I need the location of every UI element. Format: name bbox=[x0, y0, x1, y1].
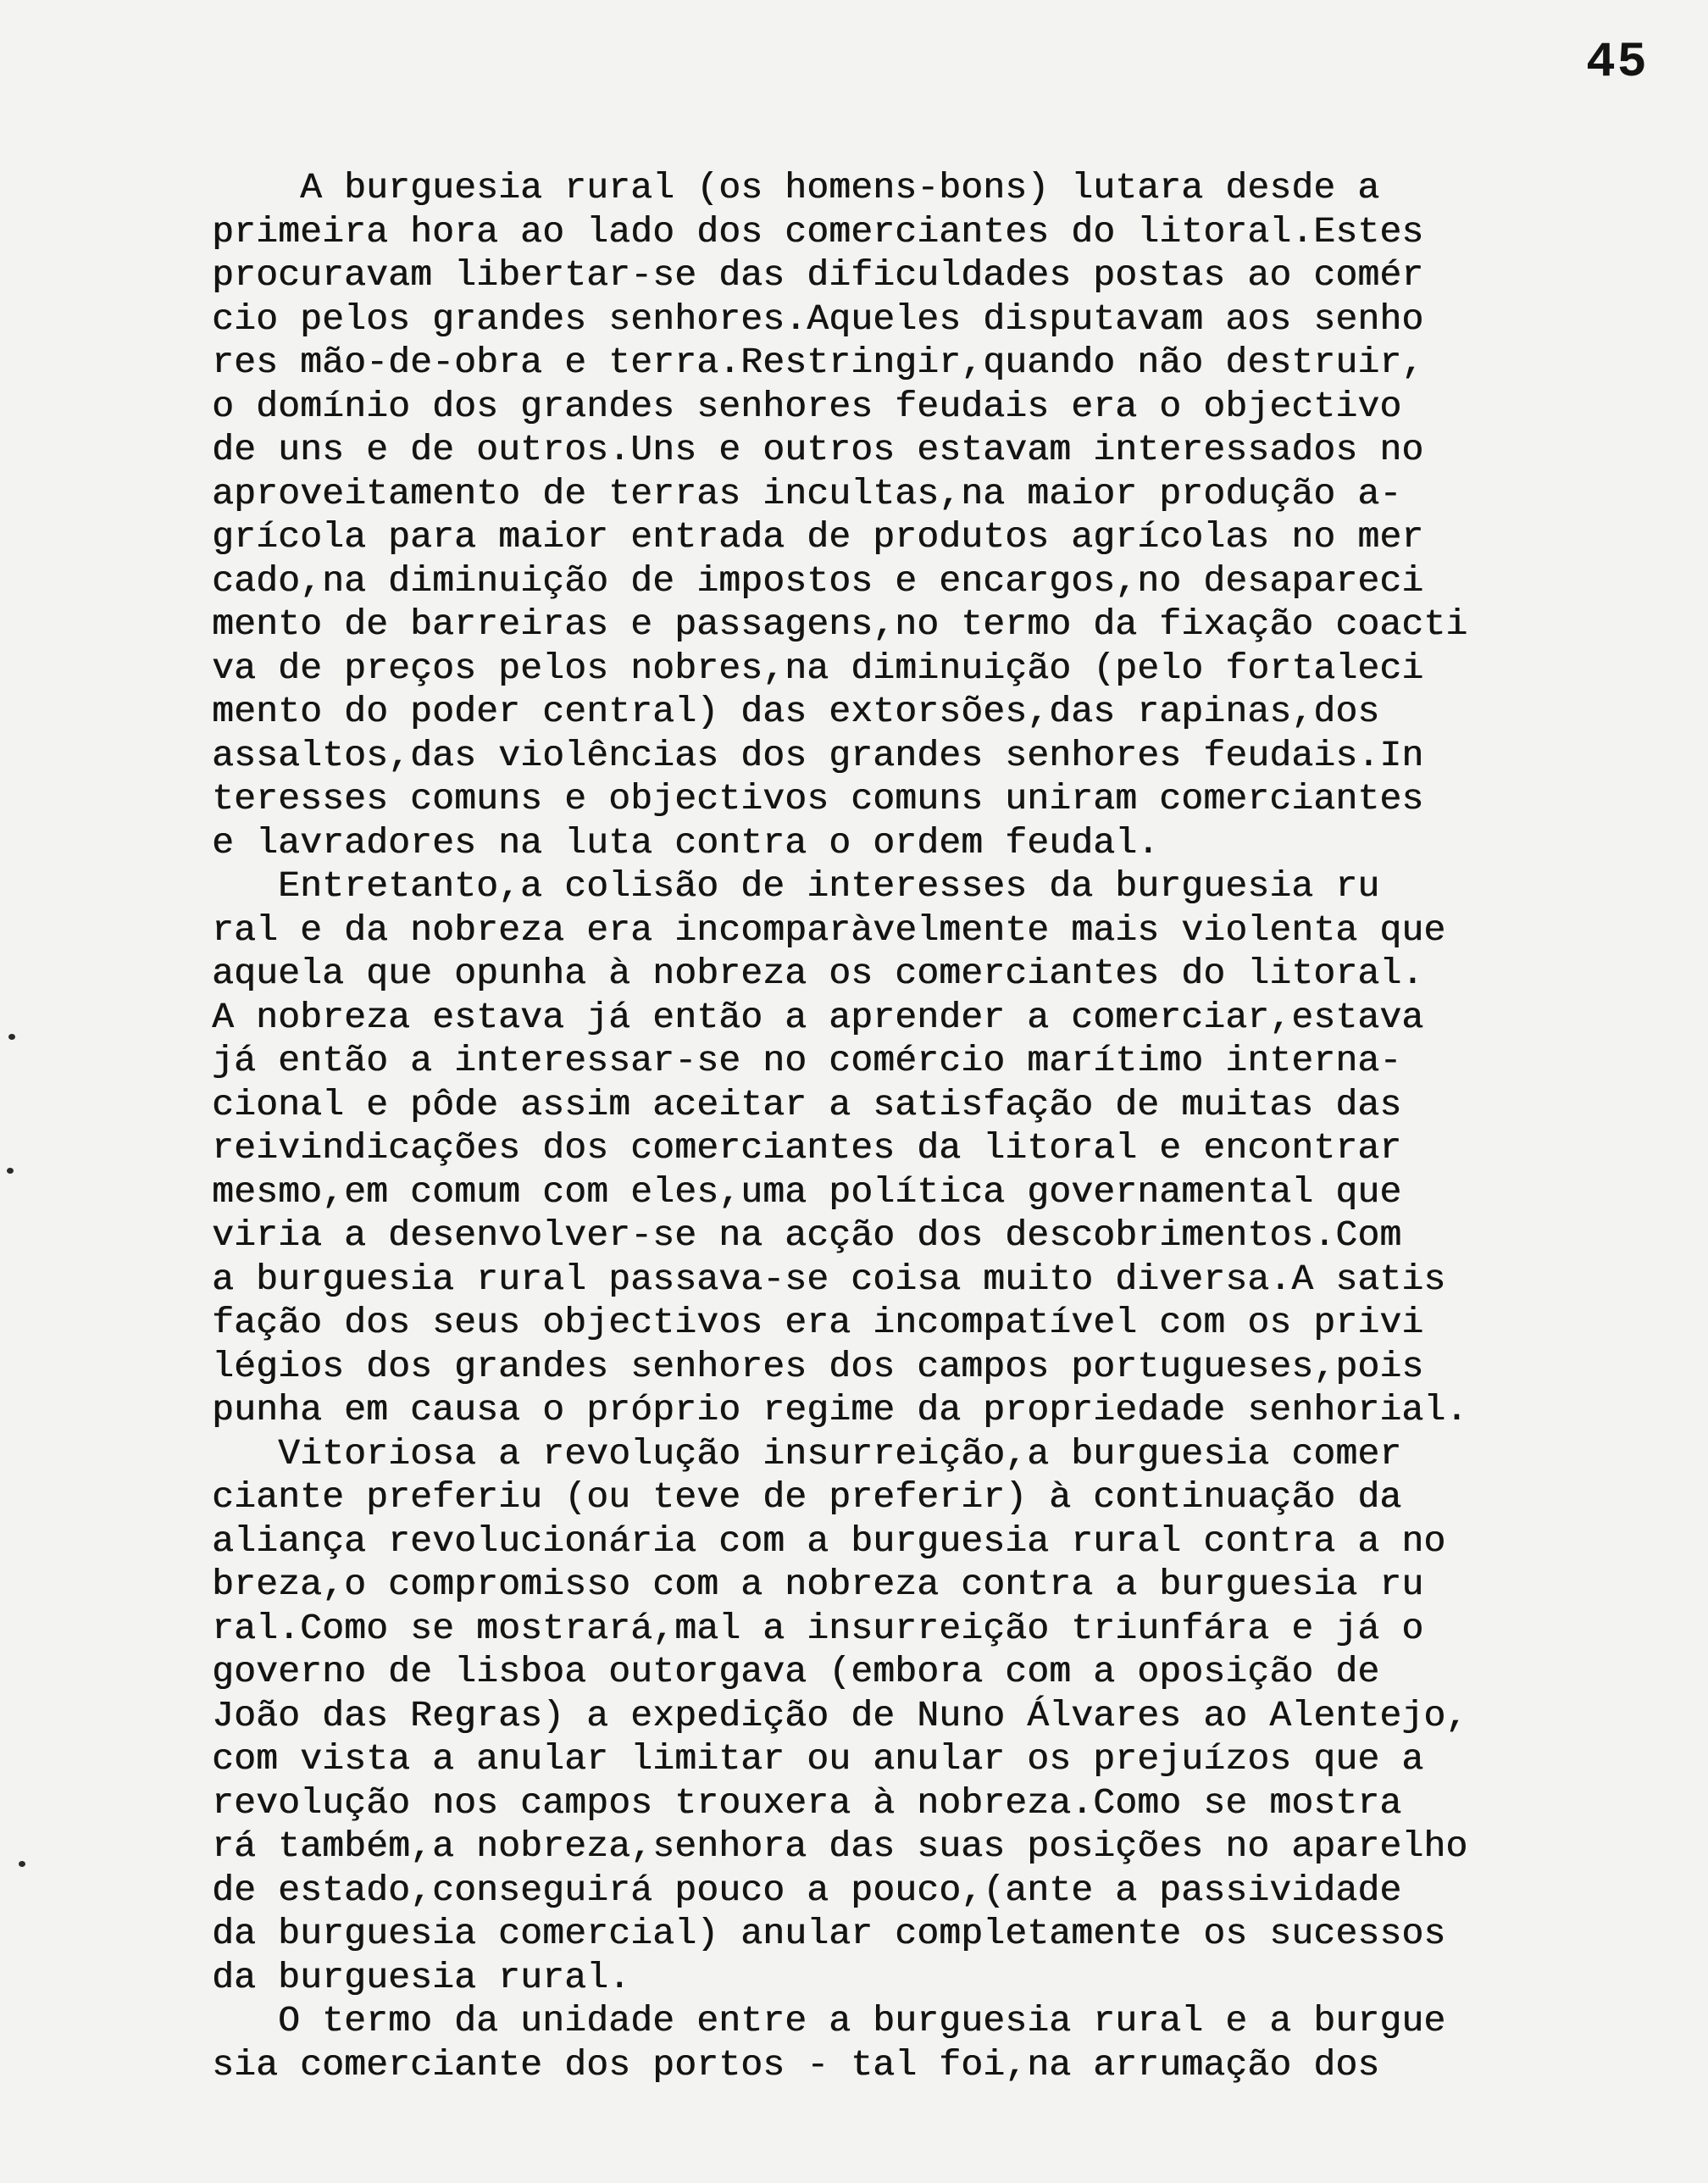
text-line: procuravam libertar-se das dificuldades postas ao comér bbox=[212, 254, 1424, 296]
text-line: punha em causa o próprio regime da propriedade senhorial. bbox=[212, 1389, 1468, 1430]
text-line: e lavradores na luta contra o ordem feudal. bbox=[212, 821, 1160, 864]
text-line: Entretanto,a colisão de interesses da burguesia ru bbox=[212, 865, 1380, 907]
text-line: mento do poder central) das extorsões,das rapinas,dos bbox=[212, 691, 1380, 732]
text-line: João das Regras) a expedição de Nuno Álvares ao Alentejo, bbox=[212, 1694, 1468, 1736]
text-line: de uns e de outros.Uns e outros estavam interessados no bbox=[212, 429, 1424, 470]
text-line: A nobreza estava já então a aprender a comerciar,estava bbox=[212, 996, 1424, 1038]
text-line: mento de barreiras e passagens,no termo da fixação coacti bbox=[212, 603, 1468, 645]
text-line: rá também,a nobreza,senhora das suas posições no aparelho bbox=[212, 1825, 1468, 1867]
text-line: aquela que opunha à nobreza os comerciantes do litoral. bbox=[212, 953, 1424, 994]
text-line: sia comerciante dos portos - tal foi,na arrumação dos bbox=[212, 2043, 1380, 2086]
text-line: reivindicações dos comerciantes da litoral e encontrar bbox=[212, 1127, 1402, 1169]
text-line: já então a interessar-se no comércio marítimo interna- bbox=[212, 1040, 1402, 1081]
text-line: com vista a anular limitar ou anular os prejuízos que a bbox=[212, 1738, 1424, 1780]
text-line: va de preços pelos nobres,na diminuição (pelo fortaleci bbox=[212, 647, 1424, 689]
text-line: ral.Como se mostrará,mal a insurreição triunfára e já o bbox=[212, 1607, 1424, 1649]
text-line: o domínio dos grandes senhores feudais era o objectivo bbox=[212, 385, 1402, 427]
text-line: teresses comuns e objectivos comuns uniram comerciantes bbox=[212, 778, 1424, 819]
text-line: aproveitamento de terras incultas,na maior produção a- bbox=[212, 472, 1402, 514]
text-line: viria a desenvolver-se na acção dos descobrimentos.Com bbox=[212, 1214, 1402, 1256]
page-number: 45 bbox=[1586, 36, 1649, 91]
text-line: res mão-de-obra e terra.Restringir,quando não destruir, bbox=[212, 342, 1424, 383]
text-line: cado,na diminuição de impostos e encargos,no desapareci bbox=[212, 559, 1424, 602]
margin-speck bbox=[7, 1168, 14, 1174]
text-line: Vitoriosa a revolução insurreição,a burguesia comer bbox=[212, 1432, 1402, 1475]
text-line: assaltos,das violências dos grandes senhores feudais.In bbox=[212, 734, 1424, 776]
text-line: de estado,conseguirá pouco a pouco,(ante a passividade bbox=[212, 1869, 1402, 1911]
text-line: revolução nos campos trouxera à nobreza.Como se mostra bbox=[212, 1781, 1402, 1824]
margin-speck bbox=[8, 1034, 15, 1040]
text-line: A burguesia rural (os homens-bons) lutara desde a bbox=[212, 167, 1380, 208]
text-line: primeira hora ao lado dos comerciantes do litoral.Estes bbox=[212, 210, 1424, 253]
text-line: légios dos grandes senhores dos campos portugueses,pois bbox=[212, 1345, 1424, 1387]
text-line: cional e pôde assim aceitar a satisfação de muitas das bbox=[212, 1083, 1402, 1125]
text-line: a burguesia rural passava-se coisa muito diversa.A satis bbox=[212, 1258, 1446, 1300]
text-line: breza,o compromisso com a nobreza contra a burguesia ru bbox=[212, 1564, 1424, 1605]
text-line: ral e da nobreza era incomparàvelmente mais violenta que bbox=[212, 908, 1446, 951]
text-line: fação dos seus objectivos era incompatível com os privi bbox=[212, 1302, 1424, 1343]
text-line: grícola para maior entrada de produtos agrícolas no mer bbox=[212, 516, 1424, 558]
text-line: da burguesia rural. bbox=[212, 1956, 631, 1998]
margin-speck bbox=[19, 1861, 25, 1867]
text-line: ciante preferiu (ou teve de preferir) à continuação da bbox=[212, 1476, 1402, 1518]
text-line: da burguesia comercial) anular completamente os sucessos bbox=[212, 1913, 1446, 1954]
text-line: mesmo,em comum com eles,uma política governamental que bbox=[212, 1170, 1402, 1213]
text-line: governo de lisboa outorgava (embora com a oposição de bbox=[212, 1651, 1380, 1692]
text-line: O termo da unidade entre a burguesia rural e a burgue bbox=[212, 2000, 1446, 2041]
text-line: aliança revolucionária com a burguesia rural contra a no bbox=[212, 1519, 1446, 1562]
typewritten-text-block bbox=[212, 166, 1652, 2086]
text-line: cio pelos grandes senhores.Aqueles disputavam aos senho bbox=[212, 297, 1424, 340]
